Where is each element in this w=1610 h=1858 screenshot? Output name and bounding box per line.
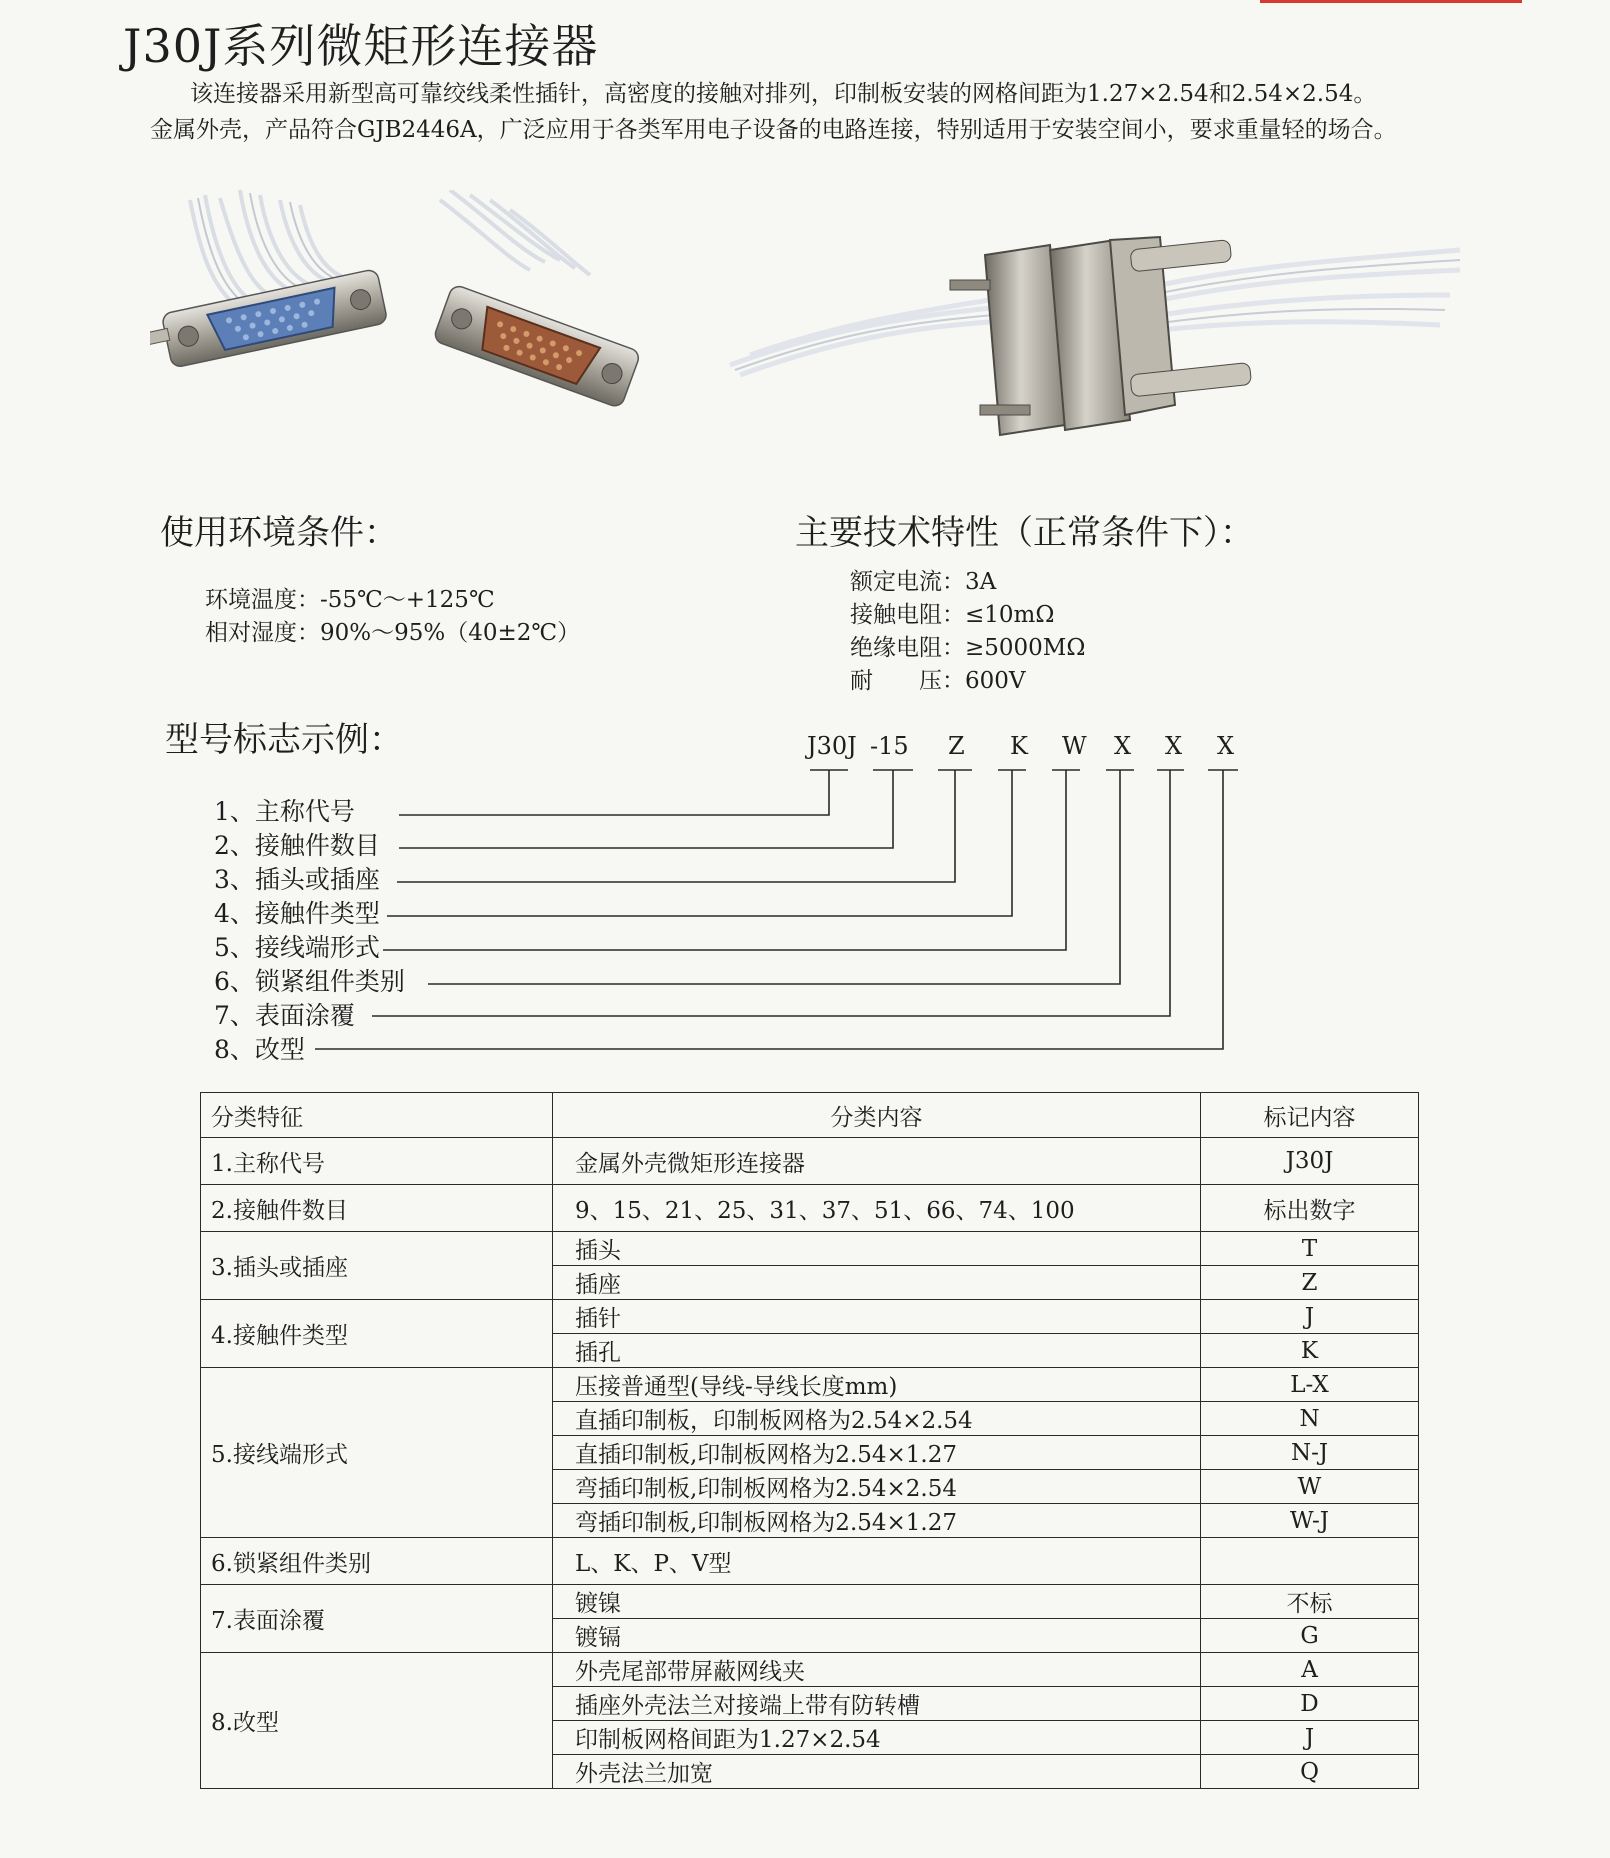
rated-current: 额定电流：3A: [850, 569, 997, 595]
spec-table: [200, 1092, 1419, 1789]
legend-item-3: 3、插头或插座: [214, 865, 380, 894]
mark-cell: J30J: [1201, 1138, 1419, 1185]
mark-cell: Q: [1201, 1755, 1419, 1789]
table-row: [201, 1232, 1419, 1266]
content-cell: 外壳法兰加宽: [553, 1755, 1201, 1789]
table-header-row: [201, 1093, 1419, 1138]
mark-cell: W: [1201, 1470, 1419, 1504]
intro-line-2: 金属外壳，产品符合GJB2446A，广泛应用于各类军用电子设备的电路连接，特别适用于安装空间小，要求重量轻的场合。: [150, 117, 1397, 143]
mark-cell: K: [1201, 1334, 1419, 1368]
code-part-5: W: [1062, 732, 1087, 760]
legend-item-5: 5、接线端形式: [214, 933, 380, 962]
withstanding-voltage: 耐 压：600V: [850, 668, 1026, 694]
technical-heading: 主要技术特性（正常条件下）：: [795, 513, 1254, 553]
legend-item-7: 7、表面涂覆: [214, 1001, 355, 1030]
code-part-3: Z: [948, 732, 965, 760]
content-cell: 弯插印制板,印制板网格为2.54×1.27: [553, 1504, 1201, 1538]
mark-cell: N-J: [1201, 1436, 1419, 1470]
mark-cell: D: [1201, 1687, 1419, 1721]
legend-item-8: 8、改型: [214, 1035, 305, 1064]
insulation-resistance: 绝缘电阻：≥5000MΩ: [850, 635, 1086, 661]
content-cell: 直插印制板，印制板网格为2.54×2.54: [553, 1402, 1201, 1436]
mark-cell: A: [1201, 1653, 1419, 1687]
table-row: [201, 1300, 1419, 1334]
legend-item-4: 4、接触件类型: [214, 899, 380, 928]
code-part-6: X: [1114, 732, 1132, 760]
category-cell: 8.改型: [201, 1653, 553, 1789]
mark-cell: Z: [1201, 1266, 1419, 1300]
mark-cell: 标出数字: [1201, 1185, 1419, 1232]
mark-cell: J: [1201, 1300, 1419, 1334]
content-cell: 镀镉: [553, 1619, 1201, 1653]
mark-cell: L-X: [1201, 1368, 1419, 1402]
environment-heading: 使用环境条件：: [160, 513, 398, 553]
code-part-8: X: [1217, 732, 1235, 760]
content-cell: 印制板网格间距为1.27×2.54: [553, 1721, 1201, 1755]
category-cell: 7.表面涂覆: [201, 1585, 553, 1653]
content-cell: 直插印制板,印制板网格为2.54×1.27: [553, 1436, 1201, 1470]
content-cell: 压接普通型(导线-导线长度mm): [553, 1368, 1201, 1402]
mark-cell: W-J: [1201, 1504, 1419, 1538]
content-cell: 外壳尾部带屏蔽网线夹: [553, 1653, 1201, 1687]
environment-temperature: 环境温度：-55℃～+125℃: [205, 587, 495, 613]
mark-cell: J: [1201, 1721, 1419, 1755]
mark-cell: [1201, 1538, 1419, 1585]
content-cell: 插座外壳法兰对接端上带有防转槽: [553, 1687, 1201, 1721]
content-cell: 插针: [553, 1300, 1201, 1334]
code-part-1: J30J: [807, 732, 857, 760]
content-cell: 9、15、21、25、31、37、51、66、74、100: [553, 1185, 1201, 1232]
table-row: [201, 1368, 1419, 1402]
legend-item-6: 6、锁紧组件类别: [214, 967, 405, 996]
mark-cell: 不标: [1201, 1585, 1419, 1619]
code-part-4: K: [1010, 732, 1028, 760]
legend-item-2: 2、接触件数目: [214, 831, 380, 860]
mark-cell: N: [1201, 1402, 1419, 1436]
table-row: [201, 1585, 1419, 1619]
category-cell: 6.锁紧组件类别: [201, 1538, 553, 1585]
header-mark: 标记内容: [1201, 1093, 1419, 1138]
mark-cell: G: [1201, 1619, 1419, 1653]
content-cell: 弯插印制板,印制板网格为2.54×2.54: [553, 1470, 1201, 1504]
category-cell: 5.接线端形式: [201, 1368, 553, 1538]
content-cell: L、K、P、V型: [553, 1538, 1201, 1585]
contact-resistance: 接触电阻：≤10mΩ: [850, 602, 1055, 628]
content-cell: 插座: [553, 1266, 1201, 1300]
category-cell: 4.接触件类型: [201, 1300, 553, 1368]
code-part-2: -15: [870, 732, 909, 760]
table-row: [201, 1138, 1419, 1185]
table-row: [201, 1653, 1419, 1687]
category-cell: 2.接触件数目: [201, 1185, 553, 1232]
category-cell: 3.插头或插座: [201, 1232, 553, 1300]
table-row: [201, 1185, 1419, 1232]
model-example-heading: 型号标志示例：: [165, 720, 403, 760]
environment-humidity: 相对湿度：90%～95%（40±2℃）: [205, 620, 581, 646]
code-part-7: X: [1165, 732, 1183, 760]
category-cell: 1.主称代号: [201, 1138, 553, 1185]
header-category: 分类特征: [201, 1093, 553, 1138]
mark-cell: T: [1201, 1232, 1419, 1266]
content-cell: 插孔: [553, 1334, 1201, 1368]
page-title: J30J系列微矩形连接器: [123, 19, 599, 73]
legend-item-1: 1、主称代号: [214, 797, 355, 826]
table-row: [201, 1538, 1419, 1585]
content-cell: 镀镍: [553, 1585, 1201, 1619]
content-cell: 插头: [553, 1232, 1201, 1266]
content-cell: 金属外壳微矩形连接器: [553, 1138, 1201, 1185]
header-content: 分类内容: [553, 1093, 1201, 1138]
intro-line-1: 该连接器采用新型高可靠绞线柔性插针，高密度的接触对排列，印制板安装的网格间距为1.27×2.54和2.54×2.54。: [190, 81, 1377, 107]
